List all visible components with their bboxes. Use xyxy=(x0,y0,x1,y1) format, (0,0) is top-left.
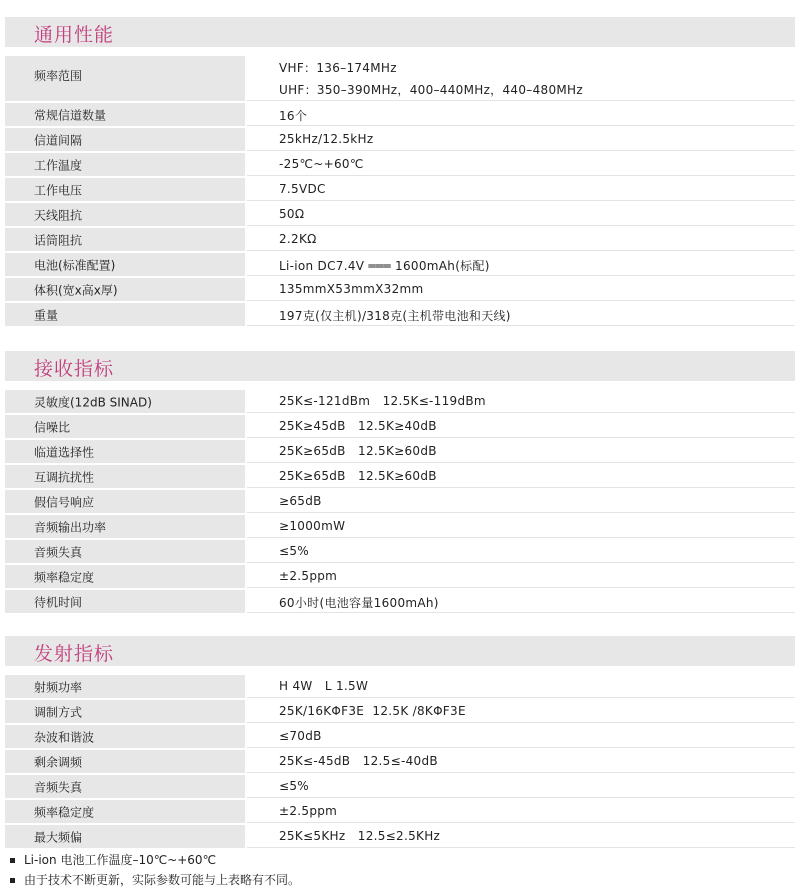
spec-label: 频率稳定度 xyxy=(34,805,95,819)
spec-label: 重量 xyxy=(34,308,59,322)
spec-value: 50Ω xyxy=(279,207,305,221)
spec-row xyxy=(5,465,795,488)
footnote xyxy=(10,870,300,890)
spec-value: ±2.5ppm xyxy=(279,804,338,818)
spec-row xyxy=(5,153,795,176)
spec-label: 灵敏度(12dB SINAD) xyxy=(34,395,152,409)
spec-value: H 4W L 1.5W xyxy=(279,679,369,693)
spec-row xyxy=(5,303,795,326)
spec-label: 音频失真 xyxy=(34,780,83,794)
spec-value: 25K≤-45dB 12.5≤-40dB xyxy=(279,754,438,768)
section-header xyxy=(5,636,795,666)
spec-row xyxy=(5,825,795,848)
spec-label: 话筒阻抗 xyxy=(34,233,83,247)
spec-label: 天线阻抗 xyxy=(34,208,83,222)
spec-value: 2.2KΩ xyxy=(279,232,317,246)
spec-value: ≤5% xyxy=(279,544,309,558)
spec-value: ±2.5ppm xyxy=(279,569,338,583)
spec-label: 射频功率 xyxy=(34,680,83,694)
section-general xyxy=(5,17,795,328)
spec-row xyxy=(5,278,795,301)
spec-label: 最大频偏 xyxy=(34,830,83,844)
spec-value: VHF：136–174MHz xyxy=(279,61,397,75)
spec-label: 信道间隔 xyxy=(34,133,83,147)
spec-value: 25kHz/12.5kHz xyxy=(279,132,374,146)
spec-label: 调制方式 xyxy=(34,705,83,719)
spec-row xyxy=(5,590,795,613)
spec-value: UHF：350–390MHz，400–440MHz，440–480MHz xyxy=(279,83,583,97)
spec-value: ≥65dB xyxy=(279,494,322,508)
spec-label: 假信号响应 xyxy=(34,495,95,509)
spec-label: 互调抗扰性 xyxy=(34,470,95,484)
spec-value: ≤5% xyxy=(279,779,309,793)
spec-row xyxy=(5,490,795,513)
footnote-text: Li-ion 电池工作温度–10℃~+60℃ xyxy=(24,853,217,867)
spec-row xyxy=(5,775,795,798)
section-header xyxy=(5,351,795,381)
spec-value: -25℃~+60℃ xyxy=(279,157,364,171)
spec-label: 信噪比 xyxy=(34,420,71,434)
spec-label: 音频失真 xyxy=(34,545,83,559)
spec-value: 25K≥65dB 12.5K≥60dB xyxy=(279,469,437,483)
spec-value: ≤70dB xyxy=(279,729,322,743)
spec-row-frequency-range xyxy=(5,56,795,101)
spec-value: 25K≥65dB 12.5K≥60dB xyxy=(279,444,437,458)
spec-value: 25K≥45dB 12.5K≥40dB xyxy=(279,419,437,433)
spec-row xyxy=(5,700,795,723)
footnote-text: 由于技术不断更新，实际参数可能与上表略有不同。 xyxy=(24,873,301,887)
spec-label: 频率范围 xyxy=(34,69,83,83)
spec-label: 常规信道数量 xyxy=(34,108,107,122)
spec-value: 25K≤-121dBm 12.5K≤-119dBm xyxy=(279,394,486,408)
spec-value: 60小时(电池容量1600mAh) xyxy=(279,596,439,610)
bullet-icon xyxy=(10,858,15,863)
spec-row xyxy=(5,415,795,438)
spec-label: 剩余调频 xyxy=(34,755,83,769)
spec-value: 135mmX53mmX32mm xyxy=(279,282,424,296)
footnotes xyxy=(10,850,300,890)
section-title: 通用性能 xyxy=(34,24,115,46)
spec-row xyxy=(5,565,795,588)
spec-row xyxy=(5,390,795,413)
spec-label: 电池(标准配置) xyxy=(34,258,116,272)
spec-row xyxy=(5,750,795,773)
spec-row xyxy=(5,103,795,126)
spec-row xyxy=(5,253,795,276)
spec-row xyxy=(5,178,795,201)
spec-value: 197克(仅主机)/318克(主机带电池和天线) xyxy=(279,309,511,323)
spec-row xyxy=(5,800,795,823)
spec-row xyxy=(5,128,795,151)
bullet-icon xyxy=(10,878,15,883)
section-receive xyxy=(5,351,795,615)
spec-row xyxy=(5,440,795,463)
spec-row xyxy=(5,540,795,563)
spec-label: 体积(宽x高x厚) xyxy=(34,283,118,297)
spec-row xyxy=(5,675,795,698)
section-title: 接收指标 xyxy=(34,358,115,380)
spec-value: 25K/16KΦF3E 12.5K /8KΦF3E xyxy=(279,704,466,718)
spec-value: 16个 xyxy=(279,109,308,123)
spec-label: 临道选择性 xyxy=(34,445,95,459)
spec-label: 频率稳定度 xyxy=(34,570,95,584)
spec-label: 工作电压 xyxy=(34,183,83,197)
spec-row xyxy=(5,228,795,251)
spec-value: Li-ion DC7.4V ═══ 1600mAh(标配) xyxy=(279,259,490,273)
spec-row xyxy=(5,515,795,538)
footnote xyxy=(10,850,300,870)
section-transmit xyxy=(5,636,795,850)
spec-label: 杂波和谐波 xyxy=(34,730,95,744)
spec-row xyxy=(5,203,795,226)
section-header xyxy=(5,17,795,47)
spec-value: 25K≤5KHz 12.5≤2.5KHz xyxy=(279,829,441,843)
spec-row xyxy=(5,725,795,748)
spec-value: 7.5VDC xyxy=(279,182,326,196)
spec-value: ≥1000mW xyxy=(279,519,346,533)
spec-label: 待机时间 xyxy=(34,595,83,609)
section-title: 发射指标 xyxy=(34,643,115,665)
spec-label: 音频输出功率 xyxy=(34,520,107,534)
spec-label: 工作温度 xyxy=(34,158,83,172)
